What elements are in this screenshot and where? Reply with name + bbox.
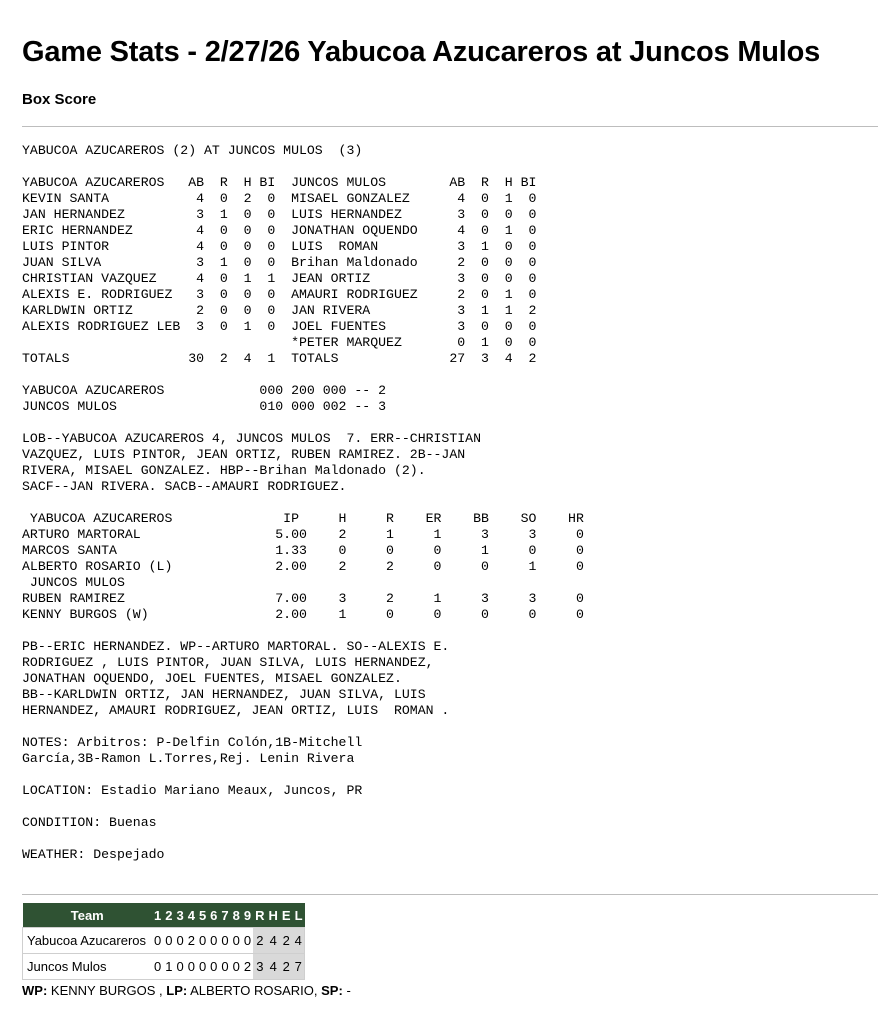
col-header-inning-7: 7 — [219, 903, 230, 928]
col-header-inning-4: 4 — [186, 903, 197, 928]
inning-cell: 2 — [186, 928, 197, 954]
col-header-lob: L — [293, 903, 305, 928]
col-header-inning-1: 1 — [152, 903, 163, 928]
section-heading-box-score: Box Score — [22, 91, 97, 108]
inning-cell: 2 — [242, 954, 253, 980]
divider — [22, 894, 878, 895]
hits-cell: 4 — [267, 954, 280, 980]
inning-cell: 0 — [197, 928, 208, 954]
table-row — [23, 928, 305, 954]
save-pitcher: - — [346, 983, 351, 998]
inning-cell: 0 — [219, 954, 230, 980]
line-score-header-row — [23, 903, 305, 928]
lp-label: LP: — [166, 983, 188, 998]
line-score-table — [22, 903, 305, 980]
pitchers-of-record: WP: KENNY BURGOS , LP: ALBERTO ROSARIO, SP: - — [22, 983, 351, 998]
lob-cell: 4 — [293, 928, 305, 954]
inning-cell: 0 — [163, 928, 174, 954]
inning-cell: 0 — [197, 954, 208, 980]
inning-cell: 0 — [219, 928, 230, 954]
inning-cell: 1 — [163, 954, 174, 980]
divider — [22, 126, 878, 127]
inning-cell: 0 — [186, 954, 197, 980]
col-header-team: Team — [23, 903, 153, 928]
inning-cell: 0 — [174, 954, 185, 980]
winning-pitcher: KENNY BURGOS — [50, 983, 156, 998]
col-header-hits: H — [267, 903, 280, 928]
table-row — [23, 954, 305, 980]
col-header-inning-6: 6 — [208, 903, 219, 928]
errors-cell: 2 — [280, 954, 293, 980]
inning-cell: 0 — [152, 928, 163, 954]
hits-cell: 4 — [267, 928, 280, 954]
col-header-errors: E — [280, 903, 293, 928]
losing-pitcher: ALBERTO ROSARIO — [190, 983, 314, 998]
col-header-runs: R — [253, 903, 266, 928]
col-header-inning-8: 8 — [231, 903, 242, 928]
runs-cell: 2 — [253, 928, 266, 954]
col-header-inning-2: 2 — [163, 903, 174, 928]
col-header-inning-3: 3 — [174, 903, 185, 928]
inning-cell: 0 — [231, 954, 242, 980]
team-name-cell: Juncos Mulos — [23, 954, 153, 980]
page-title: Game Stats - 2/27/26 Yabucoa Azucareros at Juncos Mulos — [22, 36, 821, 68]
sp-label: SP: — [321, 983, 343, 998]
inning-cell: 0 — [208, 954, 219, 980]
inning-cell: 0 — [208, 928, 219, 954]
col-header-inning-9: 9 — [242, 903, 253, 928]
col-header-inning-5: 5 — [197, 903, 208, 928]
team-name-cell: Yabucoa Azucareros — [23, 928, 153, 954]
wp-label: WP: — [22, 983, 48, 998]
inning-cell: 0 — [242, 928, 253, 954]
inning-cell: 0 — [231, 928, 242, 954]
runs-cell: 3 — [253, 954, 266, 980]
inning-cell: 0 — [152, 954, 163, 980]
errors-cell: 2 — [280, 928, 293, 954]
lob-cell: 7 — [293, 954, 305, 980]
box-score-text: YABUCOA AZUCAREROS (2) AT JUNCOS MULOS (3) YABUCOA AZUCAREROS AB R H BI JUNCOS MULOS AB R H BI KEVIN SANTA 4 0 2 0 MISAEL GONZALEZ 4 0 1 0 JAN HERNANDEZ 3 1 0 0 LUIS HERNANDEZ 3 0 0 0 ERIC HERNANDEZ 4 0 0 0 JONATHAN OQUENDO 4 0 1 0 LUIS PINTOR 4 0 0 0 LUIS ROMAN 3 1 0 0 JUAN SILVA 3 1 0 0 Brihan Maldonado 2 0 0 0 CHRISTIAN VAZQUEZ 4 0 1 1 JEAN ORTIZ 3 0 0 0 ALEXIS E. RODRIGUEZ 3 0 0 0 AMAURI RODRIGUEZ 2 0 1 0 KARLDWIN ORTIZ 2 0 0 0 JAN RIVERA 3 1 1 2 ALEXIS RODRIGUEZ LEB 3 0 1 0 JOEL FUENTES 3 0 0 0 *PETER MARQUEZ 0 1 0 0 TOTALS 30 2 4 1 TOTALS 27 3 4 2 YABUCOA AZUCAREROS 000 200 000 -- 2 JUNCOS MULOS 010 000 002 -- 3 LOB--YABUCOA AZUCAREROS 4, JUNCOS MULOS 7. ERR--CHRISTIAN VAZQUEZ, LUIS PINTOR, JEAN ORTIZ, RUBEN RAMIREZ. 2B--JAN RIVERA, MISAEL GONZALEZ. HBP--Brihan Maldonado (2). SACF--JAN RIVERA. SACB--AMAURI RODRIGUEZ. YABUCOA AZUCAREROS IP H R ER BB SO HR ARTURO MARTORAL 5.00 2 1 1 3 3 0 MARCOS SANTA 1.33 0 0 0 1 0 0 ALBERTO ROSARIO (L) 2.00 2 2 0 0 1 0 JUNCOS MULOS RUBEN RAMIREZ 7.00 3 2 1 3 3 0 KENNY BURGOS (W) 2.00 1 0 0 0 0 0 PB--ERIC HERNANDEZ. WP--ARTURO MARTORAL. SO--ALEXIS E. RODRIGUEZ , LUIS PINTOR, JUAN SILVA, LUIS HERNANDEZ, JONATHAN OQUENDO, JOEL FUENTES, MISAEL GONZALEZ. BB--KARLDWIN ORTIZ, JAN HERNANDEZ, JUAN SILVA, LUIS HERNANDEZ, AMAURI RODRIGUEZ, JEAN ORTIZ, LUIS ROMAN . NOTES: Arbitros: P-Delfin Colón,1B-Mitchell García,3B-Ramon L.Torres,Rej. Lenin Rivera LOCATION: Estadio Mariano Meaux, Juncos, PR CONDITION: Buenas WEATHER: Despejado — [22, 143, 584, 862]
inning-cell: 0 — [174, 928, 185, 954]
